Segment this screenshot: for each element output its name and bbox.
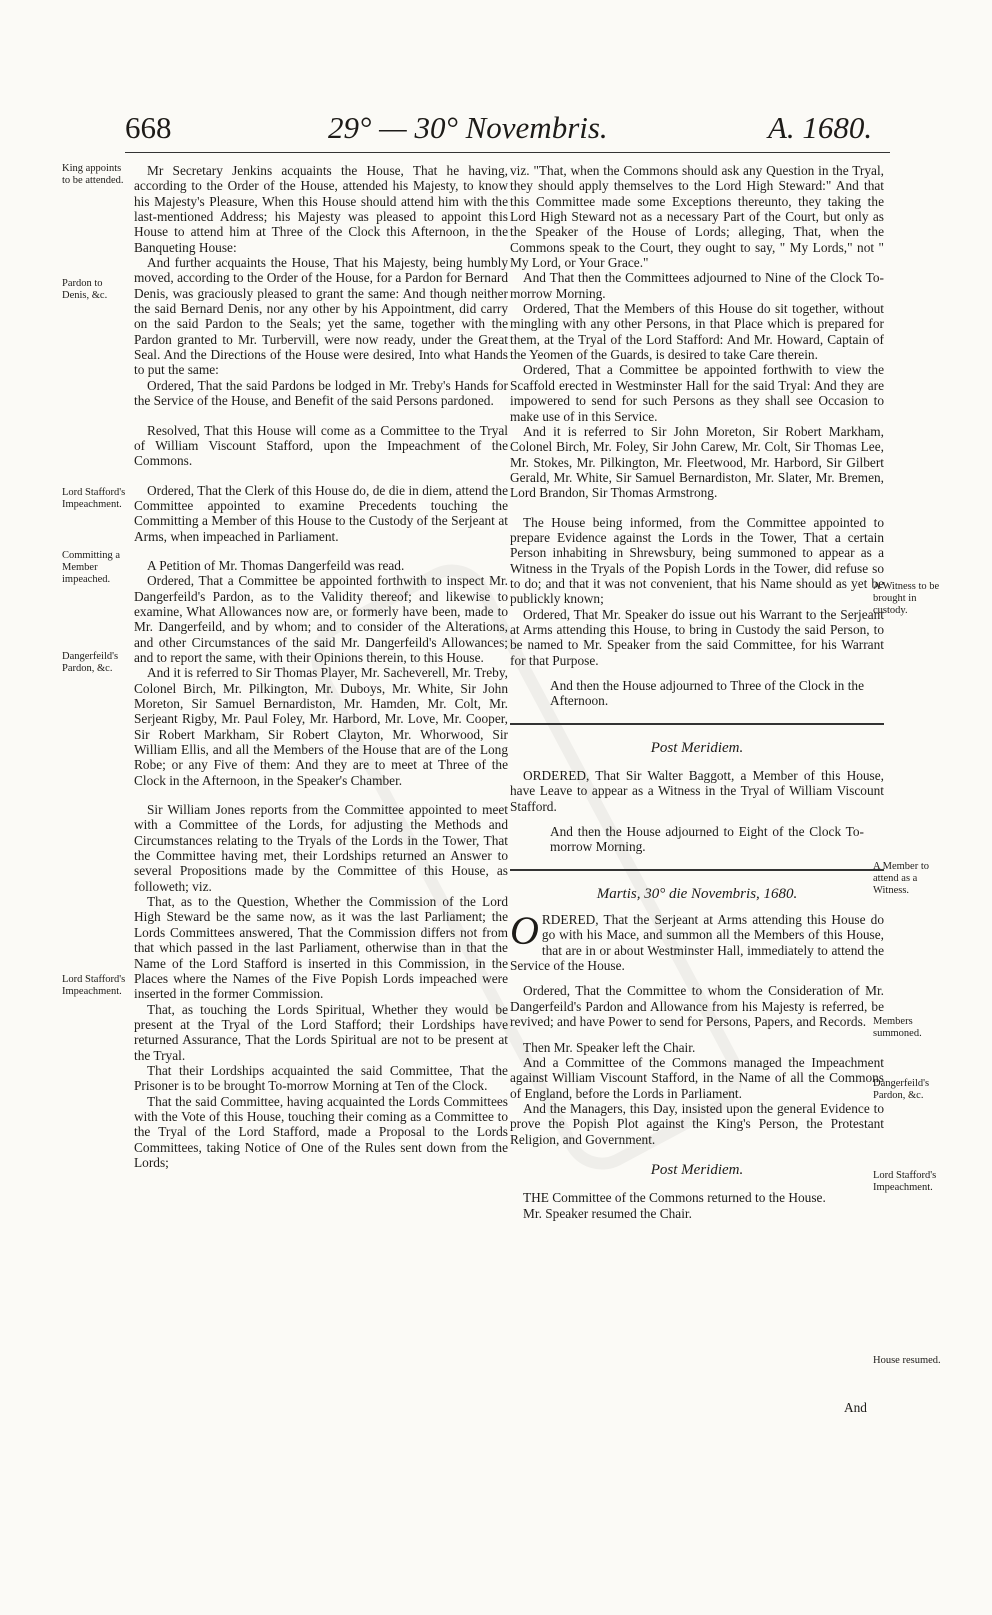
- margin-note-stafford-impeachment: Lord Stafford's Impeachment.: [62, 974, 126, 997]
- page-number: 668: [125, 110, 172, 145]
- margin-note-dangerfeild-pardon: Dangerfeild's Pardon, &c.: [873, 1078, 930, 1101]
- paragraph: Ordered, That the said Pardons be lodged in Mr. Treby's Hands for the Service of the House, and Benefit of the said Persons pardoned.: [134, 377, 508, 409]
- section-rule: [510, 869, 884, 871]
- margin-note-king-appoints: King appoints to be attended.: [62, 163, 124, 186]
- paragraph: ORDERED, That Sir Walter Baggott, a Member of this House, have Leave to appear as a Witness in the Tryal of William Viscount Stafford.: [510, 768, 884, 814]
- paragraph: And it is referred to Sir John Moreton, Sir Robert Markham, Colonel Birch, Mr. Foley, Sir John Carew, Mr. Colt, Sir Thomas Lee, Mr. Stokes, Mr. Pilkington, Mr. Fleetwood, Mr. Harbord, Sir Gilbert Gerald, Mr. White, Sir Samuel Bernardiston, Mr. Slater, Mr. Bremen, Lord Brandon, Sir Thomas Armstrong.: [510, 423, 884, 501]
- catchword: And: [844, 1400, 867, 1415]
- running-head-date: 29° — 30° Novembris.: [328, 110, 608, 145]
- paragraph: [510, 908, 884, 974]
- paragraph: That their Lordships acquainted the said Committee, That the Prisoner is to be brought To-morrow Morning at Ten of the Clock.: [134, 1062, 508, 1094]
- paragraph: Ordered, That Mr. Speaker do issue out his Warrant to the Serjeant at Arms attending this House, to bring in Custody the said Person, to be named to Mr. Speaker from the said Committee, for his Warrant for that Purpose.: [510, 606, 884, 668]
- paragraph: THE Committee of the Commons returned to the House.: [523, 1190, 826, 1206]
- paragraph: And That then the Committees adjourned to Nine of the Clock To-morrow Morning.: [510, 270, 884, 301]
- paragraph: Sir William Jones reports from the Committee appointed to meet with a Committee of the Lords, for adjusting the Methods and Circumstances relating to the Tryals of the Lords in the Tower, That the Committee having met, their Lordships returned an Answer to several Propositions made by the Committee of this House, as followeth; viz.: [134, 802, 508, 894]
- margin-note-stafford-impeachment: Lord Stafford's Impeachment.: [873, 1170, 937, 1193]
- margin-note-committing-member: Committing a Member impeached.: [62, 550, 121, 585]
- header-rule: [125, 152, 890, 153]
- section-heading: Post Meridiem.: [650, 739, 744, 756]
- section-heading: Post Meridiem.: [650, 1161, 744, 1178]
- margin-note-pardon-denis: Pardon to Denis, &c.: [62, 278, 108, 301]
- paragraph: Ordered, That the Members of this House do sit together, without mingling with any other Persons, in that Place which is prepared for them, at the Tryal of the Lord Stafford: And Mr. Howard, Captain of the Yeomen of the Guards, is desired to take Care therein.: [510, 301, 884, 363]
- margin-note-witness-custody: A Witness to be brought in custody.: [873, 581, 940, 616]
- margin-note-members-summoned: Members summoned.: [873, 1016, 922, 1039]
- paragraph: The House being informed, from the Committee appointed to prepare Evidence against the Lords in the Tower, That a certain Person inhabiting in Shrewsbury, being summoned to appear as a Witness in the Tryals of the Popish Lords in the Tower, did refuse so to do; and that it was not convenient, that his Name should as yet be publickly known;: [510, 514, 884, 607]
- right-column: [510, 163, 884, 1221]
- paragraph: And further acquaints the House, That his Majesty, being humbly moved, according to the Order of the House, for a Pardon for Bernard Denis, was graciously pleased to grant the same: And though neither the said Bernard Denis, nor any other by his Appointment, did carry on the said Pardon to the Seals; yet the same, together with the Pardon granted to Mr. Turbervill, were now ready, under the Great Seal. And the Directions of the House were desired, Into what Hands to put the same:: [134, 255, 508, 378]
- paragraph: Ordered, That a Committee be appointed forthwith to inspect Mr. Dangerfeild's Pardon, as to the Validity thereof; and likewise to examine, What Allowances now are, or formerly have been, made to Mr. Dangerfeild, and by whom; and to consider of the Alterations, and other Circumstances of the said Mr. Dangerfeild's Allowances; and to report the same, with their Opinions therein, to this House.: [134, 573, 508, 665]
- paragraph: Then Mr. Speaker left the Chair.: [523, 1039, 696, 1055]
- paragraph: That the said Committee, having acquainted the Lords Committees with the Vote of this House, touching their coming as a Committee to the Tryal of the Lord Stafford, made a Proposal to the Lords Committees, taking Notice of One of the Rules sent down from the Lords;: [134, 1093, 508, 1170]
- paragraph: That, as to the Question, Whether the Commission of the Lord High Steward be the same now, as it was the last Parliament; the Lords Committees answered, That the Commission differs not from that which passed in the last Parliament, otherwise than in that the Name of the Lord Stafford is inserted in this Commission, in the Places where the Names of the Five Popish Lords impeached were inserted in the former Commission.: [134, 894, 508, 1002]
- drop-cap: O: [510, 908, 539, 954]
- paragraph: Ordered, That a Committee be appointed forthwith to view the Scaffold erected in Westminster Hall for the said Tryal: And they are impowered to send for such Persons as they shall see Occasion to make use of in this Service.: [510, 362, 884, 424]
- paragraph: And a Committee of the Commons managed the Impeachment against William Viscount Stafford, in the Name of all the Commons of England, before the Lords in Parliament.: [510, 1054, 884, 1101]
- running-head-year: A. 1680.: [768, 110, 873, 145]
- margin-note-dangerfeild-pardon: Dangerfeild's Pardon, &c.: [62, 651, 119, 674]
- left-column: [134, 163, 508, 1170]
- section-rule: [510, 723, 884, 725]
- margin-note-house-resumed: House resumed.: [873, 1355, 941, 1366]
- paragraph: And the Managers, this Day, insisted upon the general Evidence to prove the Popish Plot against the King's Person, the Protestant Religion, and Government.: [510, 1100, 884, 1147]
- adjournment-line: And then the House adjourned to Eight of the Clock To-morrow Morning.: [550, 824, 864, 855]
- paragraph: And it is referred to Sir Thomas Player, Mr. Sacheverell, Mr. Treby, Colonel Birch, Mr. Pilkington, Mr. Duboys, Mr. White, Sir John Moreton, Sir Samuel Bernardiston, Mr. Hamden, Mr. Colt, Mr. Serjeant Rigby, Mr. Paul Foley, Mr. Harbord, Mr. Love, Mr. Cooper, Sir Robert Markham, Sir Robert Clayton, Mr. Whorwood, Sir William Ellis, and all the Members of the House that are of the Long Robe; or any Five of them: And they are to meet at Three of the Clock in the Afternoon, in the Speaker's Chamber.: [134, 665, 508, 788]
- paragraph: That, as touching the Lords Spiritual, Whether they would be present at the Tryal of the Lord Stafford; their Lordships have returned Assurance, That the Lords Spiritual are not to be present at the Tryal.: [134, 1001, 508, 1063]
- paragraph-text: RDERED, That the Serjeant at Arms attending this House do go with his Mace, and summon all the Members of this House, that are in or about Westminster Hall, immediately to attend the Service of the House.: [510, 912, 884, 974]
- day-heading: Martis, 30° die Novembris, 1680.: [596, 885, 798, 902]
- paragraph: Resolved, That this House will come as a Committee to the Tryal of William Viscount Stafford, upon the Impeachment of the Commons.: [134, 422, 508, 469]
- paragraph: Ordered, That the Committee to whom the Consideration of Mr. Dangerfeild's Pardon and Allowance from his Majesty is referred, be revived; and have Power to send for Persons, Papers, and Records.: [510, 983, 884, 1030]
- paragraph: viz. "That, when the Commons should ask any Question in the Tryal, they should apply themselves to the Lord High Steward:" And that this Committee made some Exceptions thereunto, they taking the Lord High Steward not as a necessary Part of the Court, but only as the Speaker of the House of Lords; alleging, That, when the Commons speak to the Court, they ought to say, " My Lords," not " My Lord, or Your Grace.": [510, 163, 884, 271]
- paragraph: A Petition of Mr. Thomas Dangerfeild was read.: [147, 557, 405, 573]
- paragraph: Ordered, That the Clerk of this House do, de die in diem, attend the Committee appointed to examine Precedents touching the Committing a Member of this House to the Custody of the Serjeant at Arms, when impeached in Parliament.: [134, 482, 508, 544]
- margin-note-stafford-impeachment: Lord Stafford's Impeachment.: [62, 487, 126, 510]
- paragraph: Mr. Speaker resumed the Chair.: [523, 1205, 692, 1221]
- margin-note-member-witness: A Member to attend as a Witness.: [873, 861, 929, 896]
- paragraph: Mr Secretary Jenkins acquaints the House, That he having, according to the Order of the House, attended his Majesty, to know his Majesty's Pleasure, When this House should attend him with the last-mentioned Address; his Majesty was pleased to appoint this House to attend him at Three of the Clock this Afternoon, in the Banqueting House:: [134, 163, 508, 255]
- adjournment-line: And then the House adjourned to Three of the Clock in the Afternoon.: [550, 678, 864, 709]
